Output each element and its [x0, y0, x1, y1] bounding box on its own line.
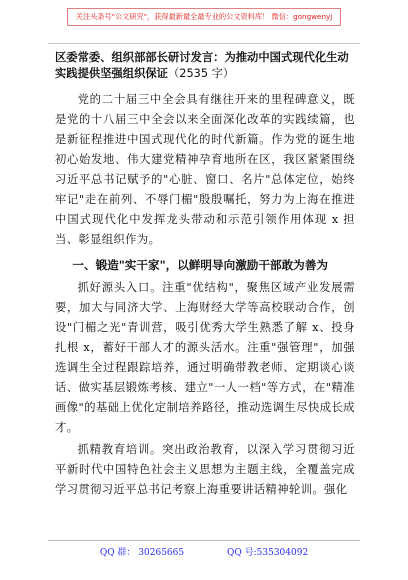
title-text: 区委常委、组织部部长研讨发言：为推动中国式现代化生动实践提供坚强组织保证: [55, 51, 349, 80]
qq-number-text: QQ 号:535304092: [226, 548, 309, 558]
promo-banner: 关注头条号"公文研究"，获得最新最全最专业的公文资料库！ 微信：gongwenyj: [67, 8, 342, 26]
page-footer: [0, 545, 408, 558]
intro-paragraph: 党的二十届三中全会具有继往开来的里程碑意义，既是党的十八届三中全会以来全面深化改革的实践续篇，也是新征程推进中国式现代化的时代新篇。作为党的诞生地初心始发地、伟大建党精神孕育地所在区，我区紧紧围绕习近平总书记赋予的"心脏、窗口、名片"总体定位，始终牢记"走在前列、不辱门楣"殷殷嘱托，努力为上海在推进中国式现代化中发挥龙头带动和示范引领作用体现 x 担当、彰显组织作为。: [55, 93, 355, 246]
qq-group-text: QQ 群： 30265665: [99, 548, 185, 558]
header-divider: [48, 43, 360, 44]
body-paragraph: 抓精教育培训。突出政治教育，以深入学习贯彻习近平新时代中国特色社会主义思想为主题主线，全覆盖完成学习贯彻习近平总书记考察上海重要讲话精神轮训。强化: [55, 443, 355, 496]
document-title: [55, 50, 355, 82]
body-paragraph: 抓好源头入口。注重"优结构"，聚焦区域产业发展需要，加大与同济大学、上海财经大学等高校联动合作，创设"门楣之光"青训营，吸引优秀大学生熟悉了解 x、投身扎根 x，蓄好干部人才的源头活水。注重"强管理"，加强选调生全过程跟踪培养，通过明确带教老师、定期谈心谈话、做实基层锻炼考核、建立"一人一档"等方式，在"精准画像"的基础上优化定制培养路径，推动选调生尽快成长成才。: [55, 281, 355, 434]
footer-divider: [48, 540, 360, 541]
page-header: [0, 4, 408, 26]
title-word-count: （2535 字）: [167, 67, 235, 80]
document-body: [55, 50, 355, 500]
section-heading: 一、锻造"实干家"，以鲜明导向激励干部敢为善为: [72, 258, 328, 272]
